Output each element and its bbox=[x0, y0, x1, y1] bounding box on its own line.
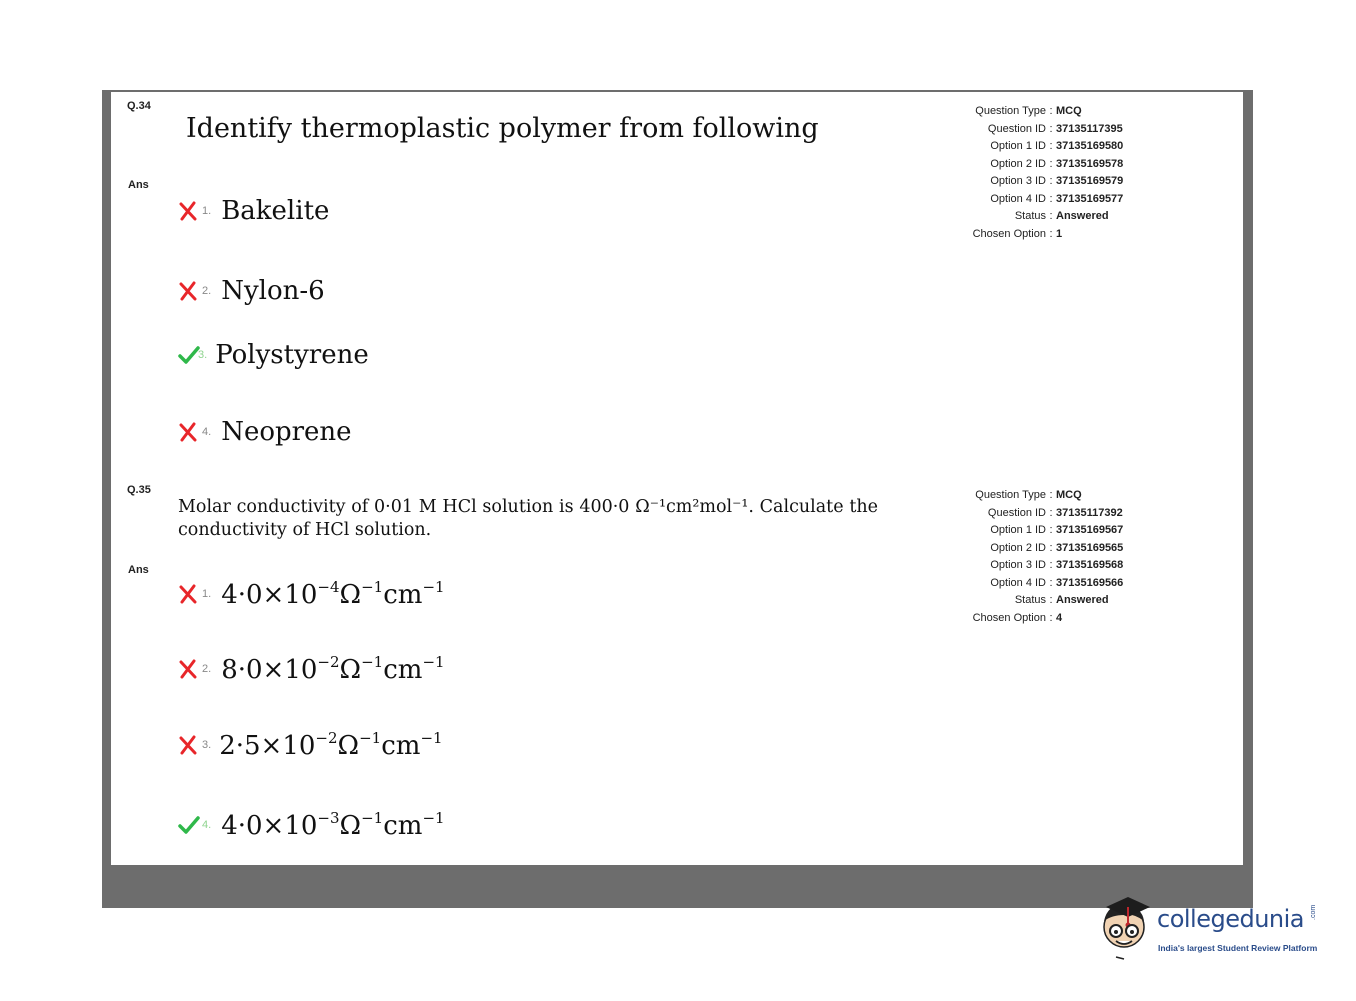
meta-key: Question Type bbox=[975, 105, 1046, 117]
meta-value: 4 bbox=[1056, 611, 1063, 624]
option-number: 2. bbox=[202, 285, 212, 297]
meta-value: 37135169568 bbox=[1056, 559, 1124, 571]
meta-value: 37135169579 bbox=[1056, 175, 1124, 187]
option-number: 3. bbox=[198, 349, 208, 361]
meta-value: 37135169565 bbox=[1056, 541, 1124, 554]
brand-name: collegedunia bbox=[1157, 905, 1305, 933]
option-text: Nylon-6 bbox=[221, 276, 325, 306]
meta-value: 37135169580 bbox=[1056, 140, 1124, 152]
option-1 bbox=[178, 196, 329, 226]
cross-icon bbox=[178, 201, 200, 221]
option-text: Polystyrene bbox=[215, 340, 369, 370]
meta-row bbox=[960, 575, 1123, 593]
meta-key: Option 4 ID bbox=[990, 576, 1046, 589]
meta-separator: : bbox=[1049, 489, 1053, 501]
meta-separator: : bbox=[1049, 611, 1053, 624]
question-number: Q.35 bbox=[127, 484, 151, 496]
meta-key: Question ID bbox=[987, 506, 1046, 519]
meta-value: Answered bbox=[1056, 594, 1109, 606]
meta-row bbox=[960, 156, 1123, 174]
meta-row bbox=[960, 487, 1123, 505]
option-text: $4\cdot 0\times 10^{-3}\Omega^{-1}cm^{-1}$ bbox=[221, 809, 445, 841]
meta-key: Chosen Option bbox=[972, 227, 1046, 240]
meta-row bbox=[960, 138, 1123, 156]
option-number: 1. bbox=[202, 588, 212, 600]
meta-row bbox=[960, 103, 1123, 121]
meta-separator: : bbox=[1049, 576, 1053, 589]
meta-separator: : bbox=[1049, 227, 1053, 240]
question-text-line: Molar conductivity of 0·01 M HCl solution is 400·0 Ω⁻¹cm²mol⁻¹. Calculate the bbox=[178, 497, 878, 517]
option-number: 3. bbox=[202, 739, 212, 751]
meta-separator: : bbox=[1049, 524, 1053, 536]
option-3 bbox=[178, 729, 443, 761]
meta-separator: : bbox=[1049, 140, 1053, 152]
question-number: Q.34 bbox=[127, 100, 151, 112]
option-text: Bakelite bbox=[221, 196, 330, 226]
answer-label: Ans bbox=[128, 179, 149, 191]
meta-row bbox=[960, 610, 1123, 628]
meta-key: Option 4 ID bbox=[990, 192, 1046, 205]
meta-value: 37135117395 bbox=[1056, 122, 1123, 135]
check-icon bbox=[178, 815, 200, 835]
cross-icon bbox=[178, 735, 200, 755]
meta-key: Option 2 ID bbox=[990, 541, 1046, 554]
meta-row bbox=[960, 191, 1123, 209]
meta-separator: : bbox=[1049, 541, 1053, 554]
cross-icon bbox=[178, 281, 200, 301]
question-text bbox=[178, 496, 878, 542]
meta-row bbox=[960, 226, 1123, 244]
meta-separator: : bbox=[1049, 157, 1053, 170]
meta-value: Answered bbox=[1056, 210, 1109, 222]
option-3 bbox=[178, 340, 369, 370]
question-meta bbox=[960, 103, 1123, 243]
meta-key: Option 3 ID bbox=[990, 559, 1046, 571]
meta-value: 37135169577 bbox=[1056, 192, 1124, 205]
meta-separator: : bbox=[1049, 506, 1053, 519]
option-number: 4. bbox=[202, 819, 212, 831]
option-4 bbox=[178, 417, 352, 447]
question-meta bbox=[960, 487, 1123, 627]
meta-row bbox=[960, 173, 1123, 191]
meta-separator: : bbox=[1049, 105, 1053, 117]
meta-key: Option 1 ID bbox=[990, 140, 1046, 152]
question-text: Identify thermoplastic polymer from following bbox=[186, 113, 819, 144]
meta-separator: : bbox=[1049, 559, 1053, 571]
meta-separator: : bbox=[1049, 210, 1053, 222]
meta-key: Question Type bbox=[975, 489, 1046, 501]
meta-row bbox=[960, 522, 1123, 540]
meta-row bbox=[960, 208, 1123, 226]
meta-value: 37135117392 bbox=[1056, 506, 1123, 519]
meta-value: MCQ bbox=[1056, 489, 1082, 501]
option-text: $4\cdot 0\times 10^{-4}\Omega^{-1}cm^{-1}$ bbox=[221, 578, 445, 610]
option-text: $8\cdot 0\times 10^{-2}\Omega^{-1}cm^{-1}$ bbox=[221, 653, 445, 685]
option-2 bbox=[178, 653, 445, 685]
meta-value: 1 bbox=[1056, 227, 1063, 240]
meta-row bbox=[960, 592, 1123, 610]
check-icon bbox=[178, 345, 200, 365]
meta-key: Status bbox=[1014, 210, 1046, 222]
meta-value: 37135169578 bbox=[1056, 157, 1124, 170]
meta-key: Option 2 ID bbox=[990, 157, 1046, 170]
brand-tagline: India's largest Student Review Platform bbox=[1158, 943, 1318, 953]
meta-value: 37135169567 bbox=[1056, 524, 1124, 536]
meta-separator: : bbox=[1049, 122, 1053, 135]
meta-separator: : bbox=[1049, 175, 1053, 187]
option-1 bbox=[178, 578, 445, 610]
meta-row bbox=[960, 557, 1123, 575]
meta-key: Option 1 ID bbox=[990, 524, 1046, 536]
option-2 bbox=[178, 276, 325, 306]
option-text: $2\cdot 5\times 10^{-2}\Omega^{-1}cm^{-1}$ bbox=[219, 729, 443, 761]
meta-row bbox=[960, 121, 1123, 139]
option-number: 4. bbox=[202, 426, 212, 438]
answer-label: Ans bbox=[128, 564, 149, 576]
meta-key: Option 3 ID bbox=[990, 175, 1046, 187]
option-4 bbox=[178, 809, 445, 841]
meta-row bbox=[960, 505, 1123, 523]
meta-key: Status bbox=[1014, 594, 1046, 606]
meta-key: Question ID bbox=[987, 122, 1046, 135]
meta-row bbox=[960, 540, 1123, 558]
meta-value: 37135169566 bbox=[1056, 576, 1124, 589]
meta-separator: : bbox=[1049, 192, 1053, 205]
meta-separator: : bbox=[1049, 594, 1053, 606]
option-number: 1. bbox=[202, 205, 212, 217]
meta-key: Chosen Option bbox=[972, 611, 1046, 624]
option-text: Neoprene bbox=[221, 417, 352, 447]
cross-icon bbox=[178, 659, 200, 679]
meta-value: MCQ bbox=[1056, 105, 1082, 117]
cross-icon bbox=[178, 584, 200, 604]
option-number: 2. bbox=[202, 663, 212, 675]
brand-dotcom: .com bbox=[1310, 904, 1317, 920]
cross-icon bbox=[178, 422, 200, 442]
question-text-line: conductivity of HCl solution. bbox=[178, 520, 432, 540]
